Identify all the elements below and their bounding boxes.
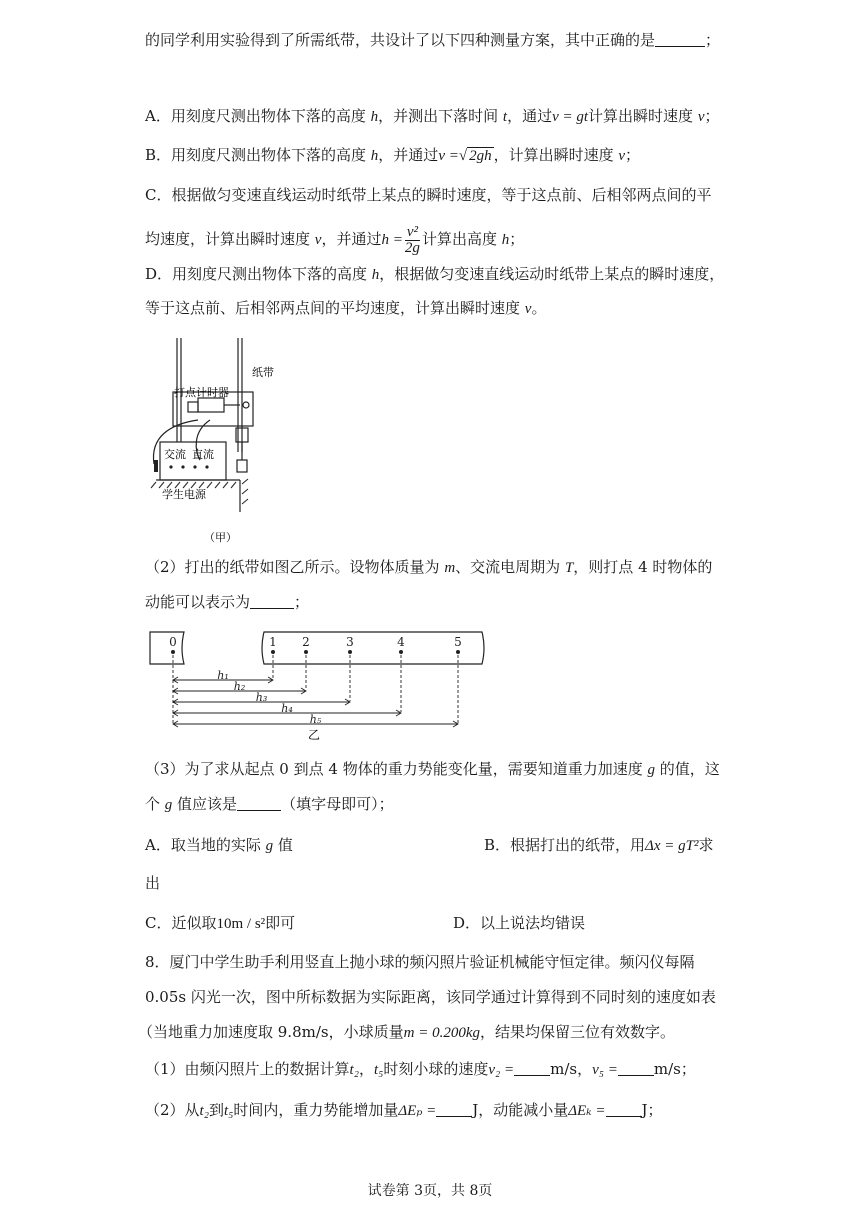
label-ac: 交流: [164, 448, 186, 461]
option-d-line1: D．用刻度尺测出物体下落的高度 h，根据做匀变速直线运动时纸带上某点的瞬时速度，: [145, 265, 725, 283]
tape-dot-5: [456, 650, 460, 654]
tape-point-label-3: 3: [346, 635, 354, 649]
q8-line3: （当地重力加速度取 9.8m/s，小球质量m = 0.200kg，结果均保留三位有效数字。: [138, 1023, 675, 1041]
tape-point-label-0: 0: [169, 635, 177, 649]
tape-labels: [169, 635, 462, 726]
tape-dot-1: [271, 650, 275, 654]
answer-blank[interactable]: [237, 796, 281, 811]
option-c-line1: C．根据做匀变速直线运动时纸带上某点的瞬时速度，等于这点前、后相邻两点间的平: [145, 186, 712, 204]
caption-jia: （甲）: [204, 531, 237, 544]
q2-line1: （2）打出的纸带如图乙所示。设物体质量为 m、交流电周期为 T，则打点 4 时物体的: [145, 558, 713, 576]
formula-v-gt: v = gt: [552, 109, 589, 125]
q3-line2: 个 g 值应该是 （填字母即可）；: [145, 795, 394, 813]
answer-blank[interactable]: [606, 1102, 642, 1117]
tape-dot-2: [304, 650, 308, 654]
apparatus-figure: [140, 332, 290, 547]
tape-dot-0: [171, 650, 175, 654]
tape-point-label-2: 2: [302, 635, 310, 649]
q3-option-c: C．近似取10m / s²即可: [145, 914, 296, 932]
q3-option-b: B．根据打出的纸带，用Δx = gT²求: [484, 836, 714, 854]
answer-blank[interactable]: [436, 1102, 472, 1117]
tape-height-label-5: h₅: [309, 713, 322, 726]
q8-line1: 8．厦门中学生助手利用竖直上抛小球的频闪照片验证机械能守恒定律。频闪仪每隔: [145, 953, 695, 971]
q8-line2: 0.05s 闪光一次，图中所标数据为实际距离，该同学通过计算得到不同时刻的速度如表: [145, 988, 716, 1006]
label-timer: 打点计时器: [174, 386, 229, 399]
label-power: 学生电源: [162, 488, 206, 501]
tape-dot-3: [348, 650, 352, 654]
tape-height-label-4: h₄: [281, 702, 293, 715]
intro-line: 的同学利用实验得到了所需纸带，共设计了以下四种测量方案，其中正确的是 ；: [145, 31, 721, 49]
q3-option-a: A．取当地的实际 g 值: [145, 836, 293, 854]
q2-line2: 动能可以表示为 ；: [145, 593, 310, 611]
tape-dots: [171, 650, 460, 654]
paper-tape-figure: [140, 624, 500, 744]
option-c-line2: 均速度，计算出瞬时速度 v，并通过h = $\frac{\text{v²}}{2g}$ 计算出高度 h；: [145, 223, 525, 256]
answer-blank[interactable]: [618, 1061, 654, 1076]
q3-option-b-wrap: 出: [145, 874, 161, 892]
answer-blank[interactable]: [514, 1061, 550, 1076]
tape-point-label-5: 5: [454, 635, 462, 649]
tape-height-label-3: h₃: [255, 691, 268, 704]
q8-sub2: （2）从t₂到t₅时间内，重力势能增加量ΔEₚ = J，动能减小量ΔEₖ = J；: [145, 1101, 663, 1119]
tape-height-label-2: h₂: [233, 680, 246, 693]
tape-height-label-1: h₁: [217, 669, 229, 682]
answer-blank[interactable]: [655, 32, 705, 47]
option-d-line2: 等于这点前、后相邻两点间的平均速度，计算出瞬时速度 v。: [145, 299, 547, 317]
answer-blank[interactable]: [250, 594, 294, 609]
tape-point-label-4: 4: [397, 635, 405, 649]
option-b: B．用刻度尺测出物体下落的高度 h，并通过v =√ 2gh ，计算出瞬时速度 v；: [145, 146, 641, 164]
page-footer: 试卷第 3页，共 8页: [367, 1183, 493, 1199]
q3-option-d: D．以上说法均错误: [453, 914, 586, 932]
q8-sub1: （1）由频闪照片上的数据计算t₂，t₅时刻小球的速度v₂ = m/s，v₅ = m/s；: [145, 1060, 696, 1078]
label-tape: 纸带: [252, 366, 274, 379]
tape-point-label-1: 1: [269, 635, 277, 649]
caption-yi: 乙: [307, 728, 321, 742]
tape-dot-4: [399, 650, 403, 654]
formula-fraction: $\frac{\text{v²}}{2g}$: [404, 223, 420, 256]
label-dc: 直流: [192, 448, 214, 461]
option-a: A．用刻度尺测出物体下落的高度 h，并测出下落时间 t，通过v = gt计算出瞬时速度 v；: [145, 107, 720, 125]
formula-sqrt-2gh: 2gh: [469, 148, 492, 164]
q3-line1: （3）为了求从起点 0 到点 4 物体的重力势能变化量，需要知道重力加速度 g 的值，这: [145, 760, 720, 778]
